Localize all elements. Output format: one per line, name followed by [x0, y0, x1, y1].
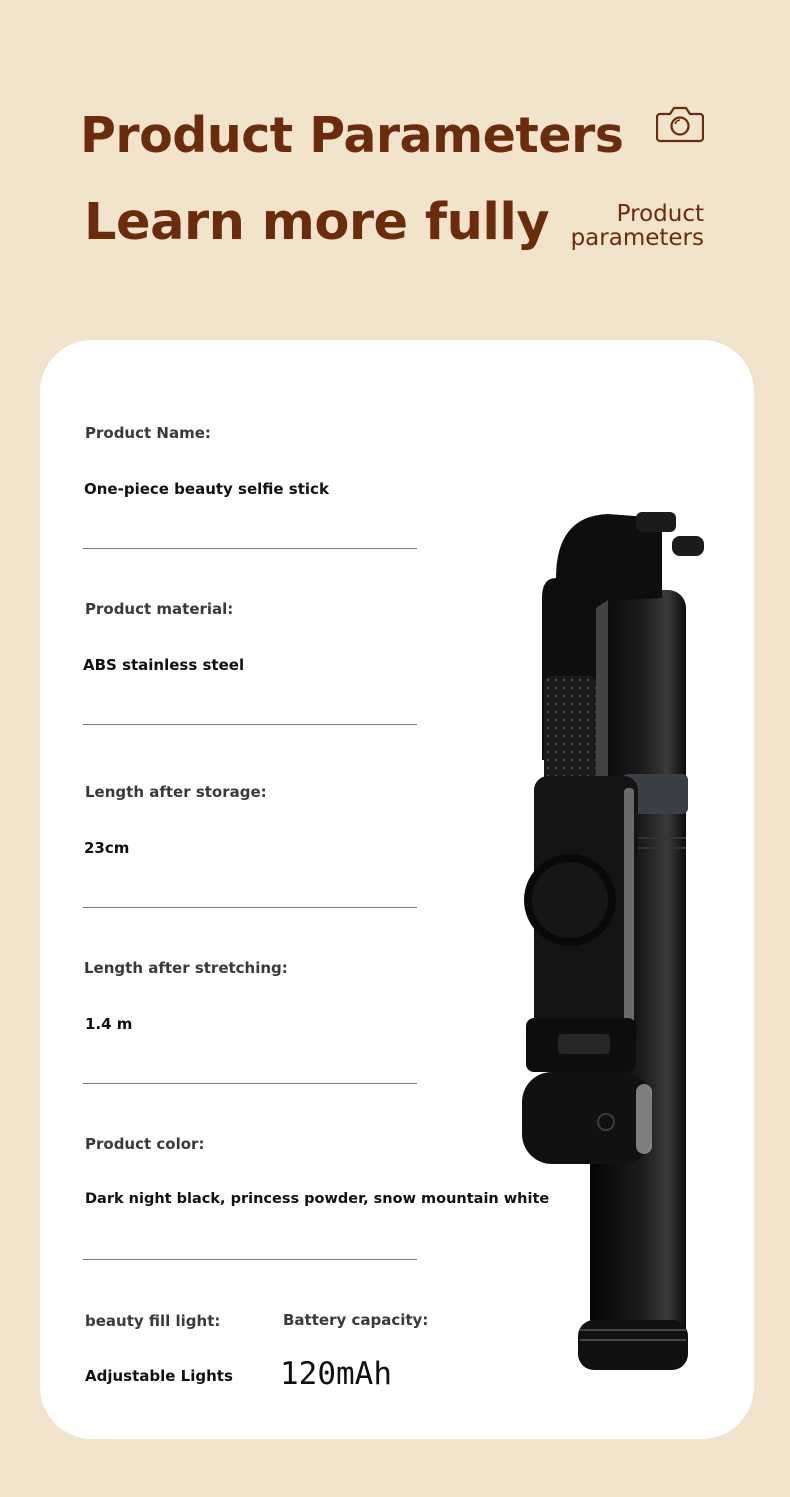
product-color-value: Dark night black, princess powder, snow mountain white	[85, 1191, 550, 1207]
title-product-parameters: Product Parameters	[80, 107, 624, 164]
storage-length-value: 23cm	[84, 839, 130, 857]
stretch-length-label: Length after stretching:	[84, 959, 288, 977]
fill-light-value: Adjustable Lights	[85, 1367, 233, 1385]
title-learn-more: Learn more fully	[84, 193, 550, 252]
battery-value: 120mAh	[280, 1356, 392, 1392]
product-material-value: ABS stainless steel	[83, 656, 245, 674]
divider	[83, 548, 417, 549]
product-name-label: Product Name:	[85, 424, 211, 442]
camera-icon	[656, 102, 704, 144]
divider	[83, 907, 417, 908]
selfie-stick-product-image	[512, 508, 712, 1376]
divider	[83, 1259, 417, 1260]
stretch-length-value: 1.4 m	[85, 1015, 133, 1033]
storage-length-label: Length after storage:	[85, 783, 267, 801]
product-material-label: Product material:	[85, 600, 234, 618]
fill-light-label: beauty fill light:	[85, 1312, 221, 1330]
battery-label: Battery capacity:	[283, 1311, 429, 1329]
product-name-value: One-piece beauty selfie stick	[84, 480, 329, 498]
divider	[83, 1083, 417, 1084]
product-color-label: Product color:	[85, 1135, 205, 1153]
side-label-product-parameters: Product parameters	[570, 201, 704, 251]
divider	[83, 724, 417, 725]
